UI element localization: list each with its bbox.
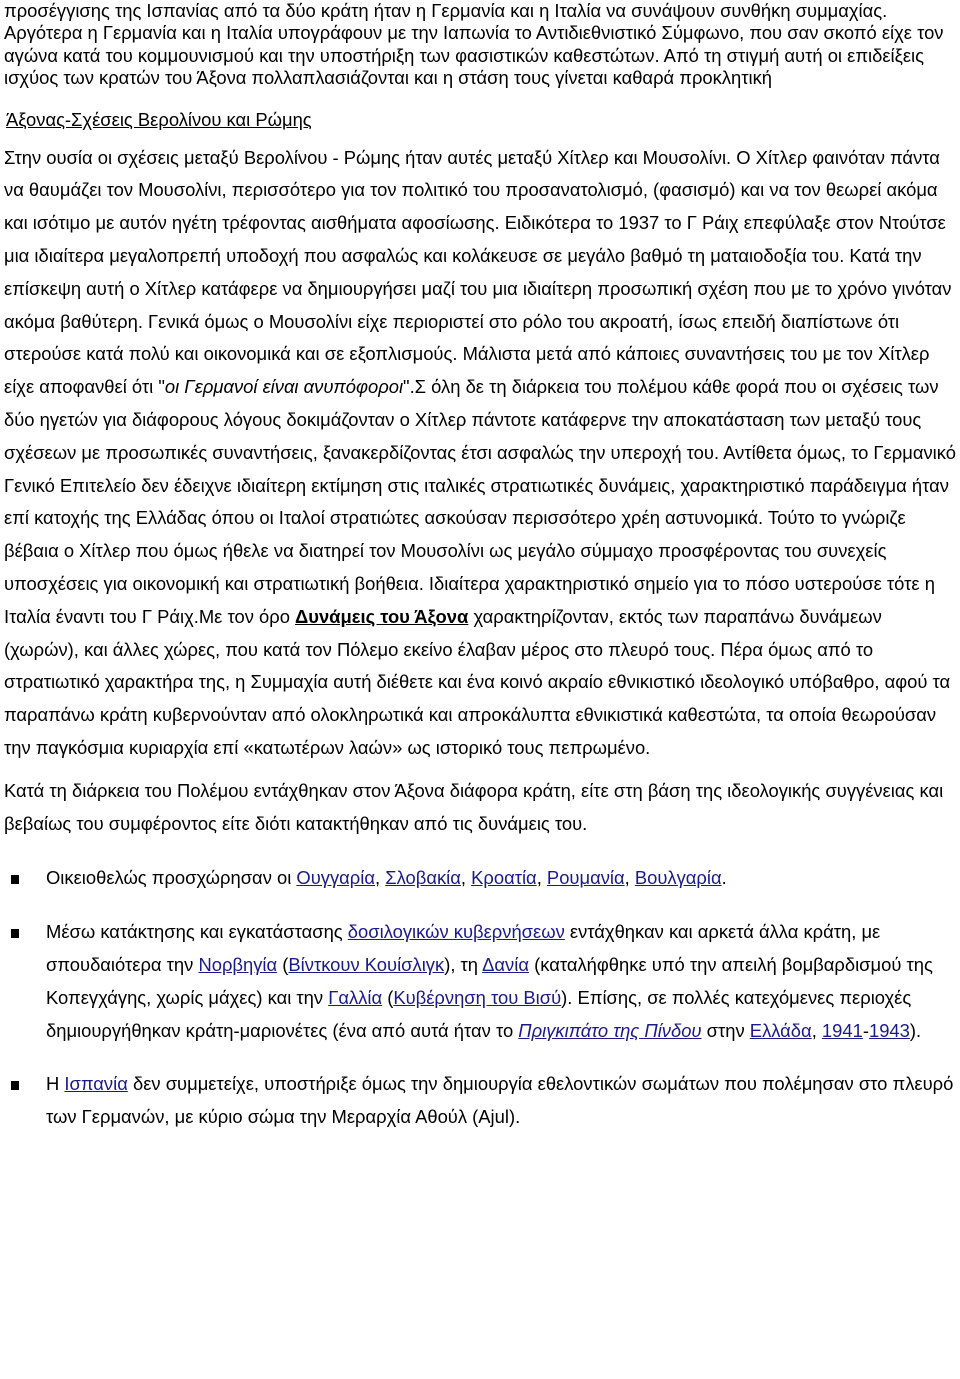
list-item-text: ), τη <box>444 953 483 975</box>
paragraph-relations <box>4 142 956 765</box>
list-item-text: - <box>862 1019 869 1041</box>
list-item-text: ( <box>277 953 289 975</box>
link-quisling[interactable]: Βίντκουν Κουίσλιγκ <box>288 953 445 975</box>
section-heading-text: Άξονας-Σχέσεις Βερολίνου και Ρώμης <box>6 108 312 130</box>
list-item <box>4 916 956 1047</box>
list-item-text: , <box>811 1019 822 1041</box>
axis-powers-link[interactable]: Δυνάμεις του Άξονα <box>295 605 469 627</box>
paragraph-text: χαρακτηρίζονταν, εκτός των παραπάνω δυνάμεων (χωρών), και άλλες χώρες, που κατά τον Πόλεμο εκείνο έλαβαν μέρος στο πλευρό τους. Πέρα όμως από το στρατιωτικό χαρακτήρα της, η Συμμαχία αυτή διέθετε και ένα κοινό ακραίο εθνικιστικό ιδεολογικό υπόβαθρο, αφού τα παραπάνω κράτη κυβερνούνταν από ολοκληρωτικά και απροκάλυπτα εθνικιστικά καθεστώτα, τα οποία θεωρούσαν την παγκόσμια κυριαρχία επί «κατωτέρων λαών» ως ιστορικό τους πεπρωμένο. <box>4 605 951 758</box>
paragraph-intro: προσέγγισης της Ισπανίας από τα δύο κράτη ήταν η Γερμανία και η Ιταλία να συνάψουν συνθήκη συμμαχίας. Αργότερα η Γερμανία και η Ιταλία υπογράφουν με την Ιαπωνία το Αντιδιεθνιστικό Σύμφωνο, που σαν σκοπό είχε τον αγώνα κατά του κομμουνισμού και την υποστήριξη των φασιστικών καθεστώτων. Από τη στιγμή αυτή οι επιδείξεις ισχύος των κρατών του Άξονα πολλαπλασιάζονται και η στάση τους γίνεται καθαρά προκλητική <box>4 0 944 89</box>
section-heading <box>6 108 956 132</box>
paragraph-text: Στην ουσία οι σχέσεις μεταξύ Βερολίνου - Ρώμης ήταν αυτές μεταξύ Χίτλερ και Μουσολίνι. Ο Χίτλερ φαινόταν πάντα να θαυμάζει τον Μουσολίνι, περισσότερο για τον πολιτικό του προσανατολισμό, (φασισμό) και να τον θεωρεί ακόμα και ισότιμο με αυτόν ηγέτη τρέφοντας αισθήματα αφοσίωσης. Ειδικότερα το 1937 το Γ Ράιχ επεφύλαξε στον Ντούτσε μια ιδιαίτερα μεγαλοπρεπή υποδοχή που ασφαλώς και κολάκευσε σε μεγάλο βαθμό τη ματαιοδοξία του. Κατά την επίσκεψη αυτή ο Χίτλερ κατάφερε να δημιουργήσει μαζί του μια ιδιαίτερη προσωπική σχέση που με το χρόνο γινόταν ακόμα βαθύτερη. Γενικά όμως ο Μουσολίνι είχε περιοριστεί στο ρόλο του ακροατή, ίσως επειδή διαπίστωνε ότι στερούσε κατά πολύ και οικονομικά και σε εξοπλισμούς. Μάλιστα μετά από κάποιες συναντήσεις του με τον Χίτλερ είχε αποφανθεί ότι " <box>4 146 952 398</box>
link-greece[interactable]: Ελλάδα <box>749 1019 812 1041</box>
link-spain[interactable]: Ισπανία <box>64 1073 128 1095</box>
bullet-square-icon <box>11 875 19 884</box>
paragraph-members: Κατά τη διάρκεια του Πολέμου εντάχθηκαν στον Άξονα διάφορα κράτη, είτε στη βάση της ιδεολογικής συγγένειας και βεβαίως του συμφέροντος είτε διότι κατακτήθηκαν από τις δυνάμεις του. <box>4 779 944 834</box>
list-item <box>4 862 956 895</box>
separator: , <box>536 867 547 889</box>
list-item-text: ). Επίσης, σε πολλές κατεχόμενες περιοχές δημιουργήθηκαν κράτη-μαριονέτες (ένα από αυτά ήταν το <box>46 986 912 1041</box>
link-principality-of-pindus[interactable]: Πριγκιπάτο της Πίνδου <box>518 1019 702 1041</box>
list-item-text: Οικειοθελώς προσχώρησαν οι <box>46 867 297 889</box>
link-vichy-government[interactable]: Κυβέρνηση του Βισύ <box>393 986 562 1008</box>
list-item-text: δεν συμμετείχε, υποστήριξε όμως την δημιουργία εθελοντικών σωμάτων που πολέμησαν στο πλευρό των Γερμανών, με κύριο σώμα την Μεραρχία Αθούλ (Ajul). <box>46 1073 954 1128</box>
list-item-text: ). <box>909 1019 922 1041</box>
link-france[interactable]: Γαλλία <box>328 986 383 1008</box>
link-romania[interactable]: Ρουμανία <box>546 867 625 889</box>
paragraph-text: ".Σ όλη δε τη διάρκεια του πολέμου κάθε φορά που οι σχέσεις των δύο ηγετών για διάφορους λόγους δοκιμάζονταν ο Χίτλερ πάντοτε κατάφερνε την αποκατάσταση των μεταξύ τους σχέσεων με προσωπικές συναντήσεις, ξανακερδίζοντας έτσι ασφαλώς την υπεροχή του. Αντίθετα όμως, το Γερμανικό Γενικό Επιτελείο δεν έδειχνε ιδιαίτερη εκτίμηση στις ιταλικές στρατιωτικές δυνάμεις, χαρακτηριστικό παράδειγμα ήταν επί κατοχής της Ελλάδας όπου οι Ιταλοί στρατιώτες ασκούσαν περισσότερο χρέη αστυνομικά. Τούτο το γνώριζε βέβαια ο Χίτλερ που όμως ήθελε να διατηρεί τον Μουσολίνι ως μεγάλο σύμμαχο προσφέροντας του συνεχείς υποσχέσεις για οικονομική και στρατιωτική βοήθεια. Ιδιαίτερα χαρακτηριστικό σημείο για το πόσο υστερούσε τότε η Ιταλία έναντι του Γ Ράιχ.Με τον όρο <box>4 376 956 627</box>
separator: , <box>624 867 635 889</box>
list-item <box>4 1068 956 1134</box>
document-page <box>4 0 956 1134</box>
quote-text: οι Γερμανοί είναι ανυπόφοροι <box>164 376 404 398</box>
list-item-text: (καταλήφθηκε υπό την απειλή βομβαρδισμού της Κοπεγχάγης, χωρίς μάχες) και την <box>46 953 933 1008</box>
link-croatia[interactable]: Κροατία <box>471 867 537 889</box>
link-norway[interactable]: Νορβηγία <box>198 953 278 975</box>
list-item-text: εντάχθηκαν και αρκετά άλλα κράτη, με σπουδαιότερα την <box>46 921 881 975</box>
bullet-square-icon <box>11 1081 19 1090</box>
link-bulgaria[interactable]: Βουλγαρία <box>634 867 722 889</box>
link-1943[interactable]: 1943 <box>868 1019 910 1041</box>
link-hungary[interactable]: Ουγγαρία <box>296 867 375 889</box>
list-item-text: Η <box>46 1073 65 1095</box>
link-collaborationist-governments[interactable]: δοσιλογικών κυβερνήσεων <box>347 921 565 943</box>
list-item-text: ( <box>382 986 394 1008</box>
bullet-square-icon <box>11 929 19 938</box>
list-item-text: . <box>721 867 727 889</box>
link-1941[interactable]: 1941 <box>821 1019 863 1041</box>
separator: , <box>375 867 386 889</box>
list-item-text: στην <box>701 1019 750 1041</box>
link-slovakia[interactable]: Σλοβακία <box>385 867 461 889</box>
link-denmark[interactable]: Δανία <box>482 953 529 975</box>
separator: , <box>460 867 472 889</box>
list-item-text: Μέσω κατάκτησης και εγκατάστασης <box>46 921 348 943</box>
